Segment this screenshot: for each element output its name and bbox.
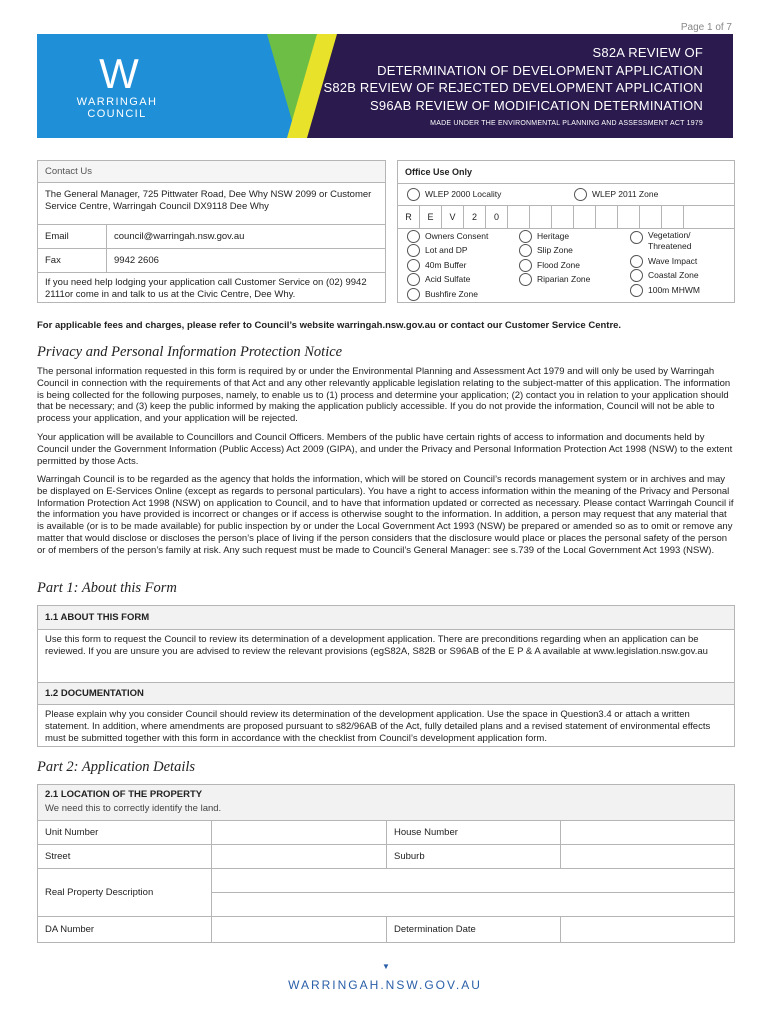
- title-line-1: S82A REVIEW OF: [592, 45, 703, 60]
- section-2-1-header: [38, 785, 734, 821]
- part1-title: Part 1: About this Form: [37, 580, 177, 596]
- determination-date-label: Determination Date: [387, 917, 561, 942]
- buffer-option[interactable]: [407, 259, 466, 272]
- privacy-paragraph-1: The personal information requested in this form is required by or under the Environmental Planning and Assessment Act 1979 and will only be used by Warringah Council in connection with the requirements of that Act and any other relevantly applicable legislation relating to the subject-matter of this application. The information is being collected for the following purposes, namely, to enable us to (1) process and determine your application; (2) contact you in relation to your application should that be necessary; and (3) keep the public informed by making the application publicly accessible. If you do not provide the information, Council will not be able to process your application, and your application will be rejected.: [37, 366, 731, 425]
- fax-label: Fax: [45, 255, 61, 266]
- option-label: Lot and DP: [425, 244, 468, 255]
- rev-cell: 2: [464, 206, 486, 228]
- header-banner: [37, 34, 733, 138]
- acid-sulfate-option[interactable]: [407, 273, 470, 286]
- unit-number-input[interactable]: [212, 821, 387, 845]
- option-label: Bushfire Zone: [425, 288, 478, 299]
- option-label: Slip Zone: [537, 244, 573, 255]
- title-line-3: S82B REVIEW OF REJECTED DEVELOPMENT APPLICATION: [323, 80, 703, 95]
- street-label: Street: [38, 845, 212, 869]
- radio-icon: [630, 231, 643, 244]
- form-subtitle: MADE UNDER THE ENVIRONMENTAL PLANNING AND ASSESSMENT ACT 1979: [430, 120, 703, 127]
- option-label: 40m Buffer: [425, 259, 467, 270]
- wlep2011-option[interactable]: [574, 188, 658, 201]
- wlep2011-label: WLEP 2011 Zone: [592, 188, 659, 199]
- option-label: Vegetation/ Threatened: [648, 230, 692, 251]
- suburb-input[interactable]: [561, 845, 734, 869]
- about-form-section: [37, 605, 735, 747]
- rev-cell[interactable]: [552, 206, 574, 228]
- da-number-input[interactable]: [212, 917, 387, 942]
- footer-website[interactable]: WARRINGAH.NSW.GOV.AU: [288, 978, 482, 992]
- owners-consent-option[interactable]: [407, 230, 488, 243]
- contact-box: [37, 160, 386, 303]
- form-title: [323, 44, 703, 114]
- part2-title: Part 2: Application Details: [37, 759, 196, 775]
- lot-dp-option[interactable]: [407, 244, 468, 257]
- fax-value: 9942 2606: [114, 255, 159, 266]
- coastal-zone-option[interactable]: [630, 269, 699, 282]
- house-number-label: House Number: [387, 821, 561, 845]
- section-2-1-subtext: We need this to correctly identify the land.: [45, 803, 222, 814]
- section-1-2-heading: 1.2 DOCUMENTATION: [38, 683, 734, 705]
- option-label: Flood Zone: [537, 259, 580, 270]
- flood-zone-option[interactable]: [519, 259, 580, 272]
- privacy-title: Privacy and Personal Information Protection Notice: [37, 344, 343, 360]
- rev-cell: R: [398, 206, 420, 228]
- radio-icon: [407, 188, 420, 201]
- radio-icon: [519, 259, 532, 272]
- option-label: Riparian Zone: [537, 273, 591, 284]
- suburb-label: Suburb: [387, 845, 561, 869]
- radio-icon: [630, 269, 643, 282]
- bushfire-option[interactable]: [407, 288, 478, 301]
- radio-icon: [574, 188, 587, 201]
- down-arrow-icon: ▼: [382, 962, 390, 971]
- riparian-zone-option[interactable]: [519, 273, 590, 286]
- privacy-paragraph-3: Warringah Council is to be regarded as the agency that holds the information, which will be stored on Council’s records management system or in archives and may be displayed on E-Services Online (except as regards to personal particulars). You have a right to access information within the meaning of the Privacy and Personal Information Protection Act 1998 (NSW) on application to Council, and to have that information updated or corrected as necessary. Please contact Warringah Council if the information you have provided is incorrect or changes or if access is otherwise sought to the information. In addition, a person may request that any material that is available (or is to be made available) for public inspection by or under the Local Government Act 1993 (NSW) be prepared or amended so as to omit or remove any matter that would disclose or discloses the person’s place of living if the person considers that the disclosure would place or places the personal safety of the person or of members of the person’s family at risk. Any such request must be made to Council’s General Manager: see s.739 of the Local Government Act 1993 (NSW).: [37, 474, 734, 556]
- rev-cell: 0: [486, 206, 508, 228]
- rev-cell: E: [420, 206, 442, 228]
- rev-cell[interactable]: [508, 206, 530, 228]
- street-input[interactable]: [212, 845, 387, 869]
- option-label: Acid Sulfate: [425, 273, 471, 284]
- option-label: 100m MHWM: [648, 284, 700, 295]
- rev-cell[interactable]: [530, 206, 552, 228]
- radio-icon: [519, 230, 532, 243]
- rev-number-row: [398, 205, 734, 229]
- page-number: Page 1 of 7: [680, 22, 732, 33]
- rev-cell: V: [442, 206, 464, 228]
- section-1-1-heading: 1.1 ABOUT THIS FORM: [38, 606, 734, 630]
- email-label: Email: [45, 231, 69, 242]
- title-line-4: S96AB REVIEW OF MODIFICATION DETERMINATION: [370, 97, 703, 113]
- radio-icon: [407, 230, 420, 243]
- mhwm-option[interactable]: [630, 284, 700, 297]
- office-heading: Office Use Only: [398, 161, 734, 184]
- office-use-box: [397, 160, 735, 303]
- rev-cell[interactable]: [596, 206, 618, 228]
- rev-cell[interactable]: [618, 206, 640, 228]
- option-label: Wave Impact: [648, 255, 698, 266]
- option-label: Coastal Zone: [648, 269, 699, 280]
- radio-icon: [407, 259, 420, 272]
- rev-cell[interactable]: [574, 206, 596, 228]
- wlep2000-label: WLEP 2000 Locality: [425, 188, 502, 199]
- wlep2000-option[interactable]: [407, 188, 501, 201]
- logo-mark: W: [99, 50, 135, 97]
- wave-impact-option[interactable]: [630, 255, 697, 268]
- rev-number-cells: [398, 206, 684, 228]
- real-property-label: Real Property Description: [38, 869, 212, 917]
- radio-icon: [519, 244, 532, 257]
- email-row: [38, 225, 385, 249]
- location-form: [37, 784, 735, 943]
- vegetation-option[interactable]: [630, 230, 725, 252]
- contact-help: If you need help lodging your application call Customer Service on (02) 9942 2111or come in and talk to us at the Civic Centre, Dee Why.: [45, 277, 367, 300]
- section-2-1-heading: 2.1 LOCATION OF THE PROPERTY: [45, 789, 203, 800]
- radio-icon: [519, 273, 532, 286]
- fax-row: [38, 249, 385, 273]
- option-label: Heritage: [537, 230, 570, 241]
- council-logo: [57, 50, 177, 120]
- contact-address: The General Manager, 725 Pittwater Road, Dee Why NSW 2099 or Customer Service Centre, Warringah Council DX9118 Dee Why: [38, 183, 385, 225]
- radio-icon: [630, 255, 643, 268]
- section-1-1-text: Use this form to request the Council to review its determination of a development application. There are preconditions regarding when an application can be reviewed. If you are unsure you are advised to review the relevant provisions (egS82A, S82B or S96AB of the E P & A available at www.legislation.nsw.gov.au: [38, 630, 734, 683]
- slip-zone-option[interactable]: [519, 244, 573, 257]
- radio-icon: [407, 244, 420, 257]
- logo-line-2: COUNCIL: [87, 108, 147, 120]
- radio-icon: [630, 284, 643, 297]
- real-property-input-1[interactable]: [212, 869, 734, 893]
- house-number-input[interactable]: [561, 821, 734, 845]
- contact-heading: Contact Us: [38, 161, 385, 183]
- title-line-2: DETERMINATION OF DEVELOPMENT APPLICATION: [377, 62, 703, 78]
- rev-cell[interactable]: [662, 206, 684, 228]
- radio-icon: [407, 273, 420, 286]
- real-property-input-2[interactable]: [212, 893, 734, 917]
- da-number-label: DA Number: [38, 917, 212, 942]
- logo-line-1: WARRINGAH: [76, 96, 158, 108]
- unit-number-label: Unit Number: [38, 821, 212, 845]
- radio-icon: [407, 288, 420, 301]
- email-value[interactable]: council@warringah.nsw.gov.au: [114, 231, 245, 242]
- privacy-paragraph-2: Your application will be available to Councillors and Council Officers. Members of the public have certain rights of access to information and documents held by Council under the Government Information (Public Access) Act 2009 (GIPA), and under the Privacy and Personal Information Protection Act 1998 (NSW) to the extent permitted by those Acts.: [37, 432, 733, 467]
- option-label: Owners Consent: [425, 230, 489, 241]
- fees-note: For applicable fees and charges, please refer to Council’s website warringah.nsw.gov.au or contact our Customer Service Centre.: [37, 320, 622, 331]
- rev-cell[interactable]: [640, 206, 662, 228]
- determination-date-input[interactable]: [561, 917, 734, 942]
- heritage-option[interactable]: [519, 230, 569, 243]
- section-1-2-text: Please explain why you consider Council should review its determination of the development application. Use the space in Question3.4 or attach a written statement. In addition, where amendments are proposed pursuant to s82/96AB of the Act, fully detailed plans and a revised statement of environmental effects must be submitted together with this form in accordance with the checklist from Council’s development application form.: [45, 709, 711, 744]
